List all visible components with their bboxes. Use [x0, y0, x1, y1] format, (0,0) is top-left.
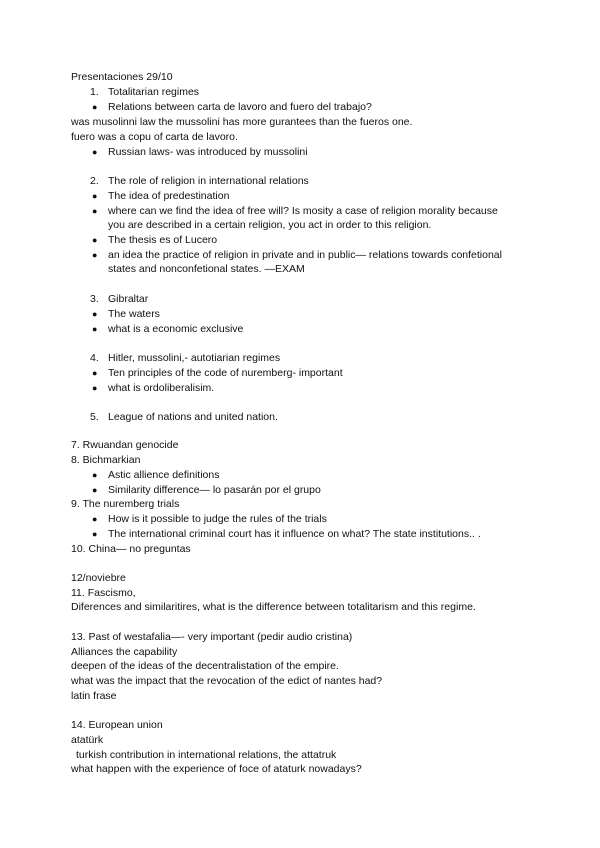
section-13-line-4: latin frase	[71, 690, 117, 702]
bullet-icon: ●	[92, 529, 98, 539]
section-4-bullet-2: what is ordoliberalisim.	[108, 382, 215, 394]
section-2-title: The role of religion in international relations	[108, 175, 309, 187]
section-13-line-2: deepen of the ideas of the decentralistation of the empire.	[71, 660, 339, 672]
section-9-bullet-1: How is it possible to judge the rules of the trials	[108, 513, 327, 525]
section-2-number: 2.	[90, 175, 99, 187]
section-1-note-2: fuero was a copu of carta de lavoro.	[71, 131, 238, 143]
section-1-title: Totalitarian regimes	[108, 86, 200, 98]
bullet-icon: ●	[92, 485, 98, 495]
section-14-line-2: turkish contribution in international relations, the attatruk	[76, 749, 337, 761]
bullet-icon: ●	[92, 147, 98, 157]
section-8-bullet-1: Astic allience definitions	[108, 469, 220, 481]
bullet-icon: ●	[92, 191, 98, 201]
section-13-line-1: Alliances the capability	[71, 646, 178, 658]
section-4-number: 4.	[90, 352, 99, 364]
section-8-bullet-2: Similarity difference— lo pasarán por el grupo	[108, 484, 321, 496]
section-1-number: 1.	[90, 86, 99, 98]
section-9-bullet-2: The international criminal court has it influence on what? The state institutions.. .	[108, 528, 481, 540]
section-5-title: League of nations and united nation.	[108, 411, 278, 423]
section-4-title: Hitler, mussolini,- autotiarian regimes	[108, 352, 281, 364]
bullet-icon: ●	[92, 470, 98, 480]
section-1-note-1: was musolinni law the mussolini has more gurantees than the fueros one.	[71, 116, 413, 128]
section-14-line-1: atatürk	[71, 734, 104, 746]
section-14-title: 14. European union	[71, 719, 163, 731]
bullet-icon: ●	[92, 250, 98, 260]
section-7-title: 7. Rwuandan genocide	[71, 439, 179, 451]
section-11-title: 11. Fascismo,	[71, 587, 136, 599]
section-11-line-1: Diferences and similaritires, what is the difference between totalitarism and this regime.	[71, 601, 476, 613]
section-2-bullet-2-line-1: where can we find the idea of free will? Is mosity a case of religion morality because	[108, 205, 498, 217]
section-5-number: 5.	[90, 411, 99, 423]
section-4-bullet-1: Ten principles of the code of nuremberg- important	[108, 367, 343, 379]
bullet-icon: ●	[92, 383, 98, 393]
section-1-bullet-1: Relations between carta de lavoro and fuero del trabajo?	[108, 101, 372, 113]
section-13-line-3: what was the impact that the revocation of the edict of nantes had?	[71, 675, 383, 687]
bullet-icon: ●	[92, 324, 98, 334]
date-heading: 12/noviebre	[71, 572, 126, 584]
bullet-icon: ●	[92, 206, 98, 216]
bullet-icon: ●	[92, 514, 98, 524]
section-1-bullet-2: Russian laws- was introduced by mussolini	[108, 146, 308, 158]
section-2-bullet-1: The idea of predestination	[108, 190, 230, 202]
section-2-bullet-4-line-1: an idea the practice of religion in private and in public— relations towards confetional	[108, 249, 502, 261]
section-2-bullet-4-line-2: states and nonconfetional states. —EXAM	[108, 263, 305, 275]
section-9-title: 9. The nuremberg trials	[71, 498, 180, 510]
section-13-title: 13. Past of westafalia—- very important (pedir audio cristina)	[71, 631, 353, 643]
bullet-icon: ●	[92, 368, 98, 378]
bullet-icon: ●	[92, 102, 98, 112]
section-3-number: 3.	[90, 293, 99, 305]
section-3-bullet-1: The waters	[108, 308, 160, 320]
section-3-title: Gibraltar	[108, 293, 149, 305]
section-10-title: 10. China— no preguntas	[71, 543, 191, 555]
bullet-icon: ●	[92, 309, 98, 319]
section-2-bullet-2-line-2: you are described in a certain religion, you act in order to this religion.	[108, 219, 432, 231]
bullet-icon: ●	[92, 235, 98, 245]
section-14-line-3: what happen with the experience of foce of ataturk nowadays?	[71, 763, 362, 775]
section-8-title: 8. Bichmarkian	[71, 454, 141, 466]
section-3-bullet-2: what is a economic exclusive	[108, 323, 244, 335]
document-heading: Presentaciones 29/10	[71, 71, 173, 83]
section-2-bullet-3: The thesis es of Lucero	[108, 234, 218, 246]
